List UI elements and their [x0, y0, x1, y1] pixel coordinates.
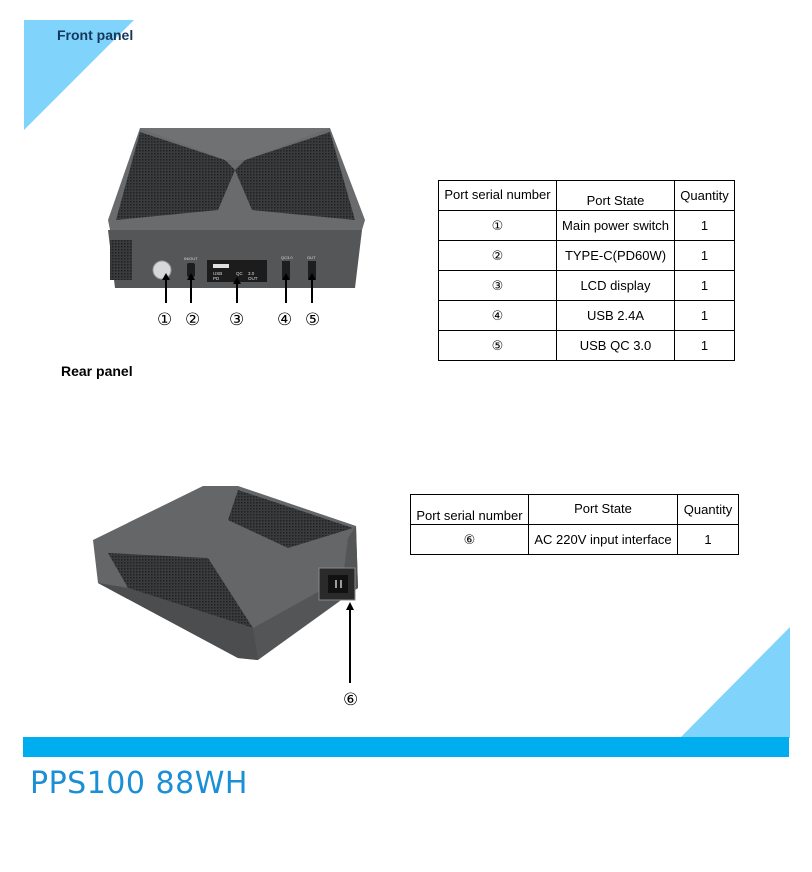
table-row: [439, 241, 735, 271]
cell-port-state: TYPE-C(PD60W): [557, 241, 675, 271]
cell-port-number: ④: [439, 301, 557, 331]
rear-panel-heading: Rear panel: [61, 363, 133, 379]
top-left-corner-decoration: [0, 0, 140, 135]
product-title: PPS100 88WH: [30, 766, 248, 801]
cell-quantity: 1: [675, 241, 735, 271]
callout-1: ①: [157, 310, 173, 329]
table-row: [439, 301, 735, 331]
callout-4: ④: [277, 310, 293, 329]
callout-5: ⑤: [305, 310, 321, 329]
callout-6: ⑥: [343, 690, 359, 709]
callout-3: ③: [229, 310, 245, 329]
cell-quantity: 1: [675, 301, 735, 331]
table-row: [439, 211, 735, 241]
cell-port-number: ②: [439, 241, 557, 271]
rear-device-illustration: [88, 478, 378, 713]
cell-port-number: ⑤: [439, 331, 557, 361]
power-button: [153, 261, 171, 279]
cell-quantity: 1: [675, 271, 735, 301]
lcd-usb-label: USB: [213, 271, 223, 276]
cell-port-state: Main power switch: [557, 211, 675, 241]
front-device-illustration: [100, 120, 370, 335]
front-panel-table: [438, 180, 735, 361]
cell-quantity: 1: [675, 211, 735, 241]
table-row: [439, 271, 735, 301]
table-header: Port serial number: [411, 495, 529, 525]
side-vent: [110, 240, 132, 280]
table-header: Quantity: [678, 495, 739, 525]
rear-panel-table: [410, 494, 739, 555]
cell-port-number: ⑥: [411, 525, 529, 555]
cell-port-number: ③: [439, 271, 557, 301]
table-header: Port State: [529, 495, 678, 525]
table-header: Port serial number: [439, 181, 557, 211]
table-header: Port State: [557, 181, 675, 211]
table-row: [439, 331, 735, 361]
cell-quantity: 1: [675, 331, 735, 361]
callout-2: ②: [185, 310, 201, 329]
front-panel-heading: Front panel: [57, 27, 134, 43]
cell-port-state: AC 220V input interface: [529, 525, 678, 555]
table-header: Quantity: [675, 181, 735, 211]
cell-quantity: 1: [678, 525, 739, 555]
cell-port-number: ①: [439, 211, 557, 241]
table-row: [411, 525, 739, 555]
lcd-pd-label: PD: [213, 276, 220, 281]
accent-bar: [23, 737, 789, 757]
cell-port-state: USB QC 3.0: [557, 331, 675, 361]
port5-label: OUT: [307, 255, 316, 260]
lcd-qc-number-label: 3.0: [248, 271, 255, 276]
cell-port-state: LCD display: [557, 271, 675, 301]
inout-label: IN/OUT: [184, 256, 198, 261]
lcd-qc-label: QC: [236, 271, 243, 276]
cell-port-state: USB 2.4A: [557, 301, 675, 331]
bottom-right-corner-decoration: [670, 620, 800, 740]
lcd-out-label: OUT: [248, 276, 258, 281]
port4-label: QC3.0: [281, 255, 293, 260]
